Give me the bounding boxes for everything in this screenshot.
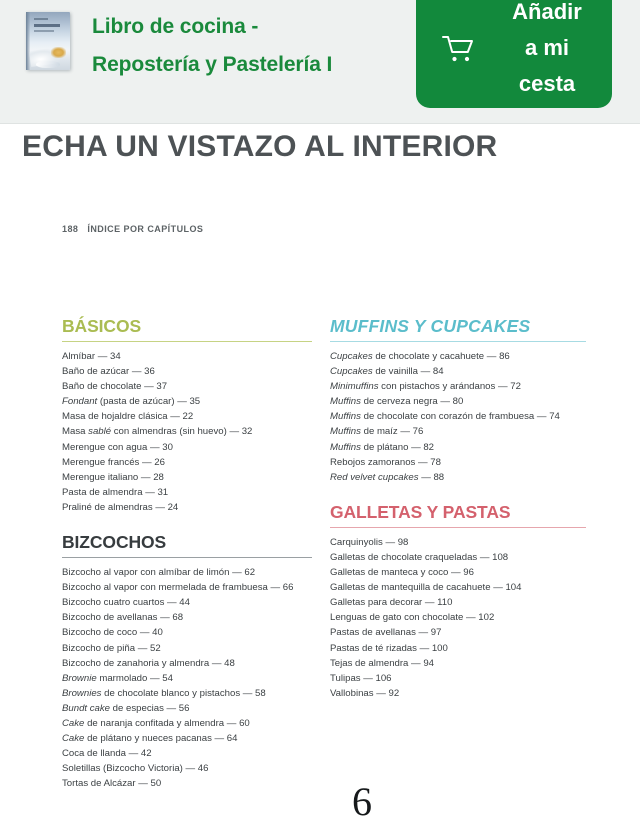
toc-item: Praliné de almendras — 24 xyxy=(62,501,179,513)
toc-item: Coca de llanda — 42 xyxy=(62,748,152,760)
toc-item: Tulipas — 106 xyxy=(330,672,392,684)
toc-item: Baño de chocolate — 37 xyxy=(62,381,168,393)
toc-item: Bizcocho al vapor con almíbar de limón — 62 xyxy=(62,567,256,579)
toc-item: Merengue italiano — 28 xyxy=(62,471,164,483)
cover-text-line-1 xyxy=(34,18,48,20)
toc-item: Merengue con agua — 30 xyxy=(62,441,173,453)
toc-item: Muffins de maíz — 76 xyxy=(330,426,424,438)
cover-photo-accent xyxy=(51,47,66,58)
toc-item: Soletillas (Bizcocho Victoria) — 46 xyxy=(62,763,209,775)
toc-item: Bizcocho de zanahoria y almendra — 48 xyxy=(62,657,235,669)
toc-item: Pasta de almendra — 31 xyxy=(62,486,169,498)
add-to-cart-label-line-3: cesta xyxy=(518,71,576,96)
toc-item: Bizcocho de coco — 40 xyxy=(62,627,163,639)
toc-item: Tortas de Alcázar — 50 xyxy=(62,778,162,790)
cover-text-line-2 xyxy=(34,24,60,27)
toc-item: Galletas de mantequilla de cacahuete — 104 xyxy=(330,582,522,594)
page-folio-number: 188 xyxy=(62,224,79,234)
toc-item: Galletas de manteca y coco — 96 xyxy=(330,567,474,579)
toc-item: Galletas de chocolate craqueladas — 108 xyxy=(330,551,509,563)
toc-item: Cake de plátano y nueces pacanas — 64 xyxy=(62,733,238,745)
toc-item: Bizcocho de piña — 52 xyxy=(62,642,161,654)
toc-rule-galletas-pastas xyxy=(330,527,586,528)
add-to-cart-button[interactable] xyxy=(416,0,612,108)
toc-section-muffins-cupcakes xyxy=(330,316,586,485)
toc-item: Red velvet cupcakes — 88 xyxy=(330,471,445,483)
book-spine xyxy=(26,12,30,70)
product-title-line-2: Repostería y Pastelería I xyxy=(92,53,333,76)
look-inside-heading: ECHA UN VISTAZO AL INTERIOR xyxy=(22,130,498,163)
toc-section-bizcochos xyxy=(62,532,312,791)
product-title-line-1: Libro de cocina - xyxy=(92,15,259,38)
page-bottom-glyph: 6 xyxy=(352,779,372,824)
page-running-head xyxy=(62,224,203,234)
toc-item: Cupcakes de chocolate y cacahuete — 86 xyxy=(330,351,510,362)
toc-item: Pastas de avellanas — 97 xyxy=(330,627,442,639)
add-to-cart-label-line-2: a mi xyxy=(524,35,570,60)
shopping-cart-icon xyxy=(442,34,476,64)
toc-list-bizcochos xyxy=(62,565,312,791)
toc-list-muffins-cupcakes xyxy=(330,349,586,485)
toc-item: Merengue francés — 26 xyxy=(62,456,165,468)
toc-item: Bizcocho al vapor con mermelada de frambuesa — 66 xyxy=(62,582,294,594)
toc-item: Masa de hojaldre clásica — 22 xyxy=(62,411,194,423)
add-to-cart-label xyxy=(494,0,600,102)
toc-item: Brownies de chocolate blanco y pistachos — 58 xyxy=(62,687,266,699)
toc-item: Bizcocho cuatro cuartos — 44 xyxy=(62,597,190,609)
page-running-head-title: ÍNDICE POR CAPÍTULOS xyxy=(87,224,204,234)
toc-item: Cupcakes de vainilla — 84 xyxy=(330,366,444,378)
toc-section-galletas-pastas xyxy=(330,502,586,701)
toc-rule-bizcochos xyxy=(62,557,312,558)
toc-heading-bizcochos: BIZCOCHOS xyxy=(62,532,167,553)
toc-item: Baño de azúcar — 36 xyxy=(62,366,155,378)
toc-item: Fondant (pasta de azúcar) — 35 xyxy=(62,396,201,408)
toc-item: Muffins de cerveza negra — 80 xyxy=(330,396,464,408)
toc-item: Lenguas de gato con chocolate — 102 xyxy=(330,612,495,624)
toc-item: Carquinyolis — 98 xyxy=(330,536,409,548)
toc-item: Cake de naranja confitada y almendra — 60 xyxy=(62,717,250,729)
toc-item: Galletas para decorar — 110 xyxy=(330,597,453,609)
toc-list-galletas-pastas xyxy=(330,535,586,701)
toc-heading-galletas-pastas: GALLETAS Y PASTAS xyxy=(330,501,511,522)
toc-column-right xyxy=(330,316,586,718)
toc-item: Almíbar — 34 xyxy=(62,351,121,362)
book-cover-thumbnail[interactable] xyxy=(26,12,70,70)
toc-item: Brownie marmolado — 54 xyxy=(62,672,173,684)
toc-item: Muffins de chocolate con corazón de frambuesa — 74 xyxy=(330,411,560,423)
toc-rule-muffins-cupcakes xyxy=(330,341,586,342)
toc-section-basicos xyxy=(62,316,312,515)
sticky-product-header xyxy=(0,0,640,124)
toc-item: Bundt cake de especias — 56 xyxy=(62,702,190,714)
book-page-preview[interactable] xyxy=(0,186,640,824)
toc-list-basicos xyxy=(62,349,312,515)
product-title[interactable] xyxy=(92,8,392,84)
toc-item: Minimuffins con pistachos y arándanos — 72 xyxy=(330,381,521,393)
toc-heading-muffins-cupcakes: MUFFINS Y CUPCAKES xyxy=(330,316,531,336)
toc-column-left xyxy=(62,316,312,808)
cover-text-line-3 xyxy=(34,30,54,32)
toc-item: Masa sablé con almendras (sin huevo) — 32 xyxy=(62,426,253,438)
toc-item: Rebojos zamoranos — 78 xyxy=(330,456,441,468)
toc-heading-basicos: BÁSICOS xyxy=(62,316,142,336)
add-to-cart-label-line-1: Añadir xyxy=(512,0,582,24)
toc-item: Muffins de plátano — 82 xyxy=(330,441,435,453)
toc-rule-basicos xyxy=(62,341,312,342)
toc-item: Pastas de té rizadas — 100 xyxy=(330,642,448,654)
toc-item: Vallobinas — 92 xyxy=(330,687,400,699)
toc-item: Bizcocho de avellanas — 68 xyxy=(62,612,184,624)
toc-item: Tejas de almendra — 94 xyxy=(330,657,434,669)
cover-photo-plate xyxy=(36,61,60,68)
